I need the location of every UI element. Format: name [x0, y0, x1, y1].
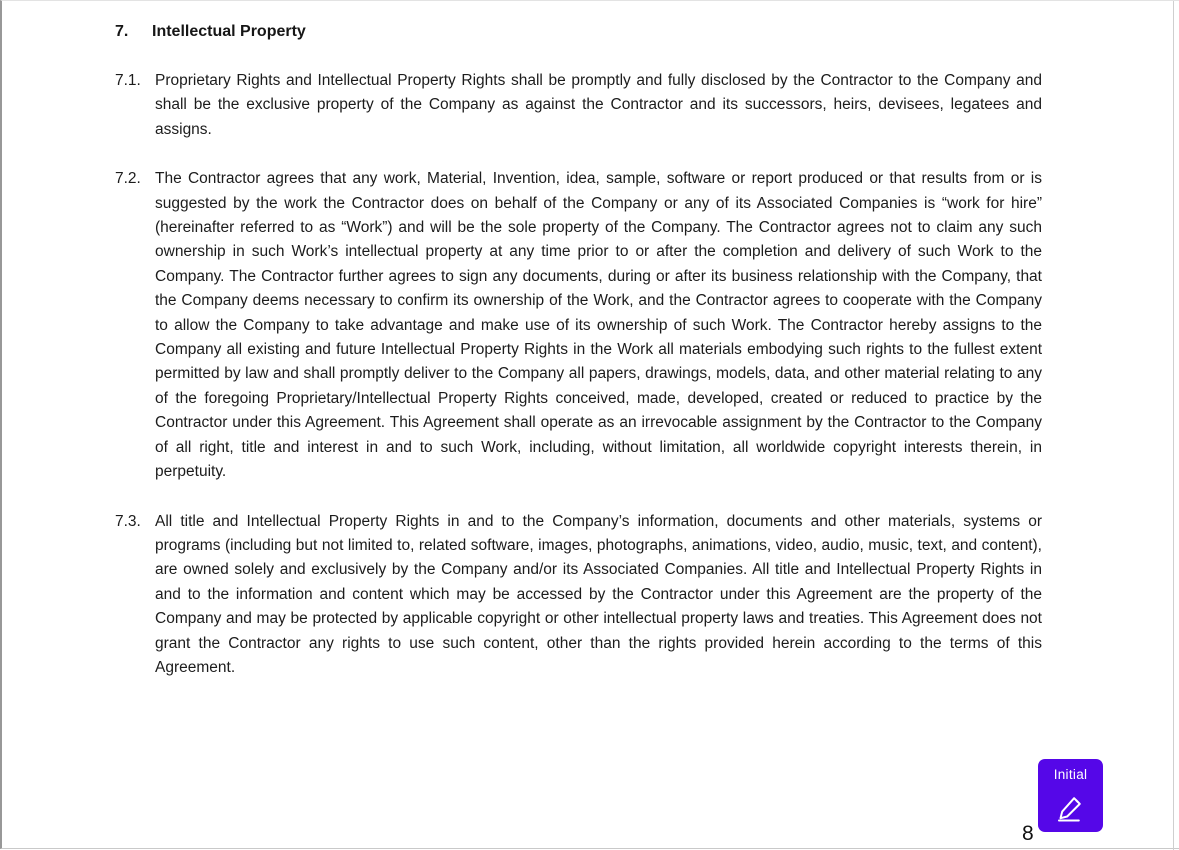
clause-7-1 — [115, 69, 1042, 142]
clause-7-2 — [115, 167, 1042, 484]
document-content — [2, 1, 1174, 705]
section-number: 7. — [115, 23, 129, 40]
initial-button-label: Initial — [1053, 767, 1088, 782]
clause-7-3 — [115, 510, 1042, 681]
clause-text: The Contractor agrees that any work, Material, Invention, idea, sample, software or report produced or that results from or is suggested by the work the Contractor does on behalf of the Company or any of its Associated Companies is “work for hire” (hereinafter referred to as “Work”) and will be the sole property of the Company. The Contractor agrees not to claim any such ownership in such Work’s intellectual property at any time prior to or after the completion and delivery of such Work to the Company. The Contractor further agrees to sign any documents, during or after its business relationship with the Company, that the Company deems necessary to confirm its ownership of the Work, and the Contractor agrees to cooperate with the Company to allow the Company to take advantage and make use of its ownership of such Work. The Contractor hereby assigns to the Company all existing and future Intellectual Property Rights in the Work all materials embodying such rights to the fullest extent permitted by law and shall promptly deliver to the Company all papers, drawings, models, data, and other material relating to any of the foregoing Proprietary/Intellectual Property Rights conceived, made, developed, created or reduced to practice by the Contractor under this Agreement. This Agreement shall operate as an irrevocable assignment by the Contractor to the Company of all right, title and interest in and to such Work, including, without limitation, all worldwide copyright interests therein, in perpetuity. — [155, 170, 1042, 481]
clause-number: 7.1. — [115, 72, 141, 89]
pen-icon — [1052, 788, 1090, 826]
section-heading — [115, 22, 1042, 41]
clause-text: All title and Intellectual Property Rights in and to the Company’s information, documents and other materials, systems or programs (including but not limited to, related software, images, photographs, animations, video, audio, music, text, and content), are owned solely and exclusively by the Company and/or its Associated Companies. All title and Intellectual Property Rights in and to the information and content which may be accessed by the Contractor under this Agreement are the property of the Company and may be protected by applicable copyright or other intellectual property laws and treaties. This Agreement does not grant the Contractor any rights to use such content, other than the rights provided herein according to the terms of this Agreement. — [155, 512, 1042, 676]
clause-number: 7.3. — [115, 512, 141, 530]
clause-number: 7.2. — [115, 170, 141, 188]
page-number: 8 — [1022, 822, 1034, 845]
clause-text: Proprietary Rights and Intellectual Property Rights shall be promptly and fully disclosed by the Contractor to the Company and shall be the exclusive property of the Company as against the Contractor and its successors, heirs, devisees, legatees and assigns. — [155, 72, 1042, 138]
initial-button[interactable] — [1038, 759, 1103, 832]
section-title: Intellectual Property — [152, 23, 306, 40]
page-right-edge — [1173, 1, 1174, 850]
